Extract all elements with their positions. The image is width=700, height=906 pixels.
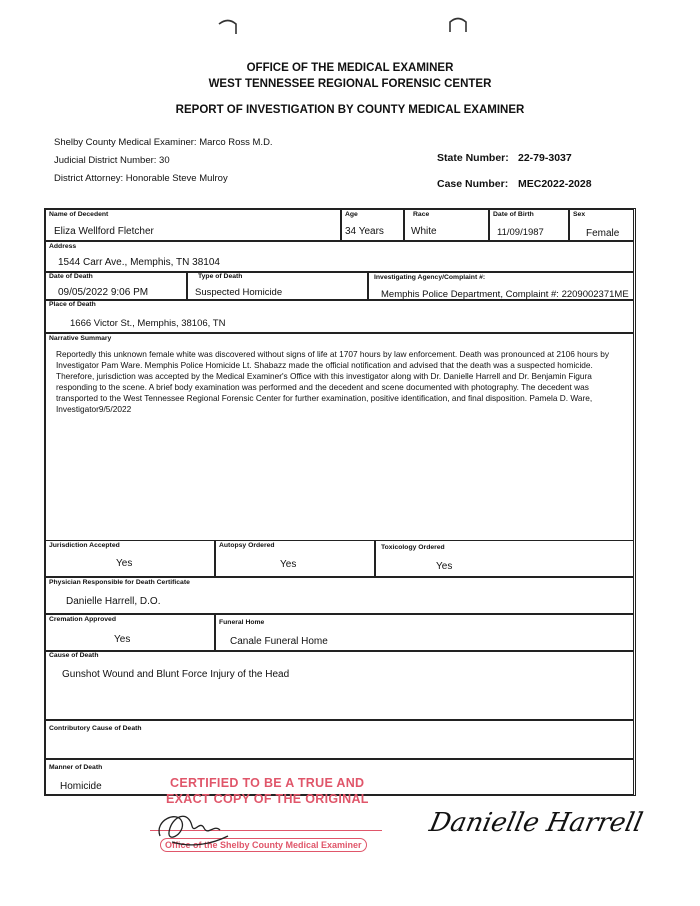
funeral-home: Canale Funeral Home xyxy=(230,636,328,647)
case-number: MEC2022-2028 xyxy=(518,178,592,190)
manner-cell: Manner of Death Homicide xyxy=(45,758,634,795)
narrative-cell: Narrative Summary Reportedly this unknown female white was discovered without signs of life at 1707 hours by law enforcement. Death was pronounced at 2106 hours by Investigator Pam Ware. Memphis Police Homicide Lt. Shabazz made the official notification and advised that the death was a suspected homicide. Therefore, jurisdiction was accepted by the Medical Examiner's Office with this investigator along with Dr. Danielle Harrell and Dr. Benjamin Figura responding to the scene. A brief body examination was performed and the decedent and scene documented with photography. The decedent was transported to the West Tennessee Regional Forensic Center for further examination, positive identification, and final disposition. Pamela D. Ware, Investigator9/5/2022 xyxy=(45,333,634,541)
contributory-cell: Contributory Cause of Death xyxy=(45,720,634,760)
jurisdiction-accepted: Yes xyxy=(116,558,133,569)
name-cell: Name of Decedent Eliza Wellford Fletcher xyxy=(45,209,341,241)
dob-cell: Date of Birth 11/09/1987 xyxy=(489,209,569,241)
race-cell: Race White xyxy=(404,209,489,241)
decedent-age: 34 Years xyxy=(345,226,384,237)
district-attorney-line: District Attorney: Honorable Steve Mulroy xyxy=(54,173,228,184)
autopsy-cell: Autopsy Ordered Yes xyxy=(215,540,375,577)
place-of-death-cell: Place of Death 1666 Victor St., Memphis, 38106, TN xyxy=(45,299,634,333)
stamp-line-1: CERTIFIED TO BE A TRUE AND xyxy=(170,776,365,790)
center-heading: WEST TENNESSEE REGIONAL FORENSIC CENTER xyxy=(208,78,492,90)
cremation-cell: Cremation Approved Yes xyxy=(45,614,215,652)
stamp-line-3: Office of the Shelby County Medical Examiner xyxy=(160,838,367,852)
report-form xyxy=(44,208,636,796)
stamp-line-2: EXACT COPY OF THE ORIGINAL xyxy=(166,792,369,806)
state-number-label: State Number: xyxy=(437,152,509,164)
physician-name: Danielle Harrell, D.O. xyxy=(66,596,161,607)
agency-cell: Investigating Agency/Complaint #: Memphis Police Department, Complaint #: 2209002371ME xyxy=(368,271,634,301)
date-of-death-cell: Date of Death 09/05/2022 9:06 PM xyxy=(45,271,187,301)
toxicology-ordered: Yes xyxy=(436,561,453,572)
case-number-label: Case Number: xyxy=(437,178,509,190)
address-cell: Address 1544 Carr Ave., Memphis, TN 38104 xyxy=(45,241,634,273)
examiner-signature: Danielle Harrell xyxy=(426,808,646,838)
punch-hole-mark-left xyxy=(214,14,244,42)
autopsy-ordered: Yes xyxy=(280,559,297,570)
jurisdiction-cell: Jurisdiction Accepted Yes xyxy=(45,540,215,577)
narrative-text: Reportedly this unknown female white was discovered without signs of life at 1707 hours by law enforcement. Death was pronounced at 2106 hours by Investigator Pam Ware. Memphis Police Homicide Lt. Shabazz made the official notification and advised that the death was a suspected homicide. Therefore, jurisdiction was accepted by the Medical Examiner's Office with this investigator along with Dr. Danielle Harrell and Dr. Benjamin Figura responding to the scene. A brief body examination was performed and the decedent and scene documented with photography. The decedent was transported to the West Tennessee Regional Forensic Center for further examination, positive identification, and final disposition. Pamela D. Ware, Investigator9/5/2022 xyxy=(56,349,609,414)
judicial-district-line: Judicial District Number: 30 xyxy=(54,155,170,166)
punch-hole-mark-right xyxy=(444,12,474,40)
cause-of-death: Gunshot Wound and Blunt Force Injury of the Head xyxy=(62,669,290,680)
decedent-dob: 11/09/1987 xyxy=(497,227,544,238)
office-heading: OFFICE OF THE MEDICAL EXAMINER xyxy=(246,62,454,74)
decedent-name: Eliza Wellford Fletcher xyxy=(54,226,154,237)
cause-cell: Cause of Death Gunshot Wound and Blunt Force Injury of the Head xyxy=(45,650,634,720)
type-of-death-cell: Type of Death Suspected Homicide xyxy=(187,271,368,301)
state-number: 22-79-3037 xyxy=(518,152,572,164)
cremation-approved: Yes xyxy=(114,634,131,645)
physician-cell: Physician Responsible for Death Certificate Danielle Harrell, D.O. xyxy=(45,577,634,614)
date-of-death: 09/05/2022 9:06 PM xyxy=(58,287,149,298)
decedent-sex: Female xyxy=(586,228,620,239)
decedent-address: 1544 Carr Ave., Memphis, TN 38104 xyxy=(58,257,220,268)
report-title: REPORT OF INVESTIGATION BY COUNTY MEDICAL EXAMINER xyxy=(175,104,525,116)
sex-cell: Sex Female xyxy=(569,209,634,241)
examiner-line: Shelby County Medical Examiner: Marco Ross M.D. xyxy=(54,137,273,148)
funeral-home-cell: Funeral Home Canale Funeral Home xyxy=(215,614,634,652)
place-of-death: 1666 Victor St., Memphis, 38106, TN xyxy=(70,318,226,329)
manner-of-death: Homicide xyxy=(60,781,102,792)
type-of-death: Suspected Homicide xyxy=(195,287,283,298)
initials-signature xyxy=(152,806,232,852)
investigating-agency: Memphis Police Department, Complaint #: 2209002371ME xyxy=(381,289,629,300)
age-cell: Age 34 Years xyxy=(341,209,404,241)
toxicology-cell: Toxicology Ordered Yes xyxy=(375,540,634,577)
decedent-race: White xyxy=(411,226,437,237)
